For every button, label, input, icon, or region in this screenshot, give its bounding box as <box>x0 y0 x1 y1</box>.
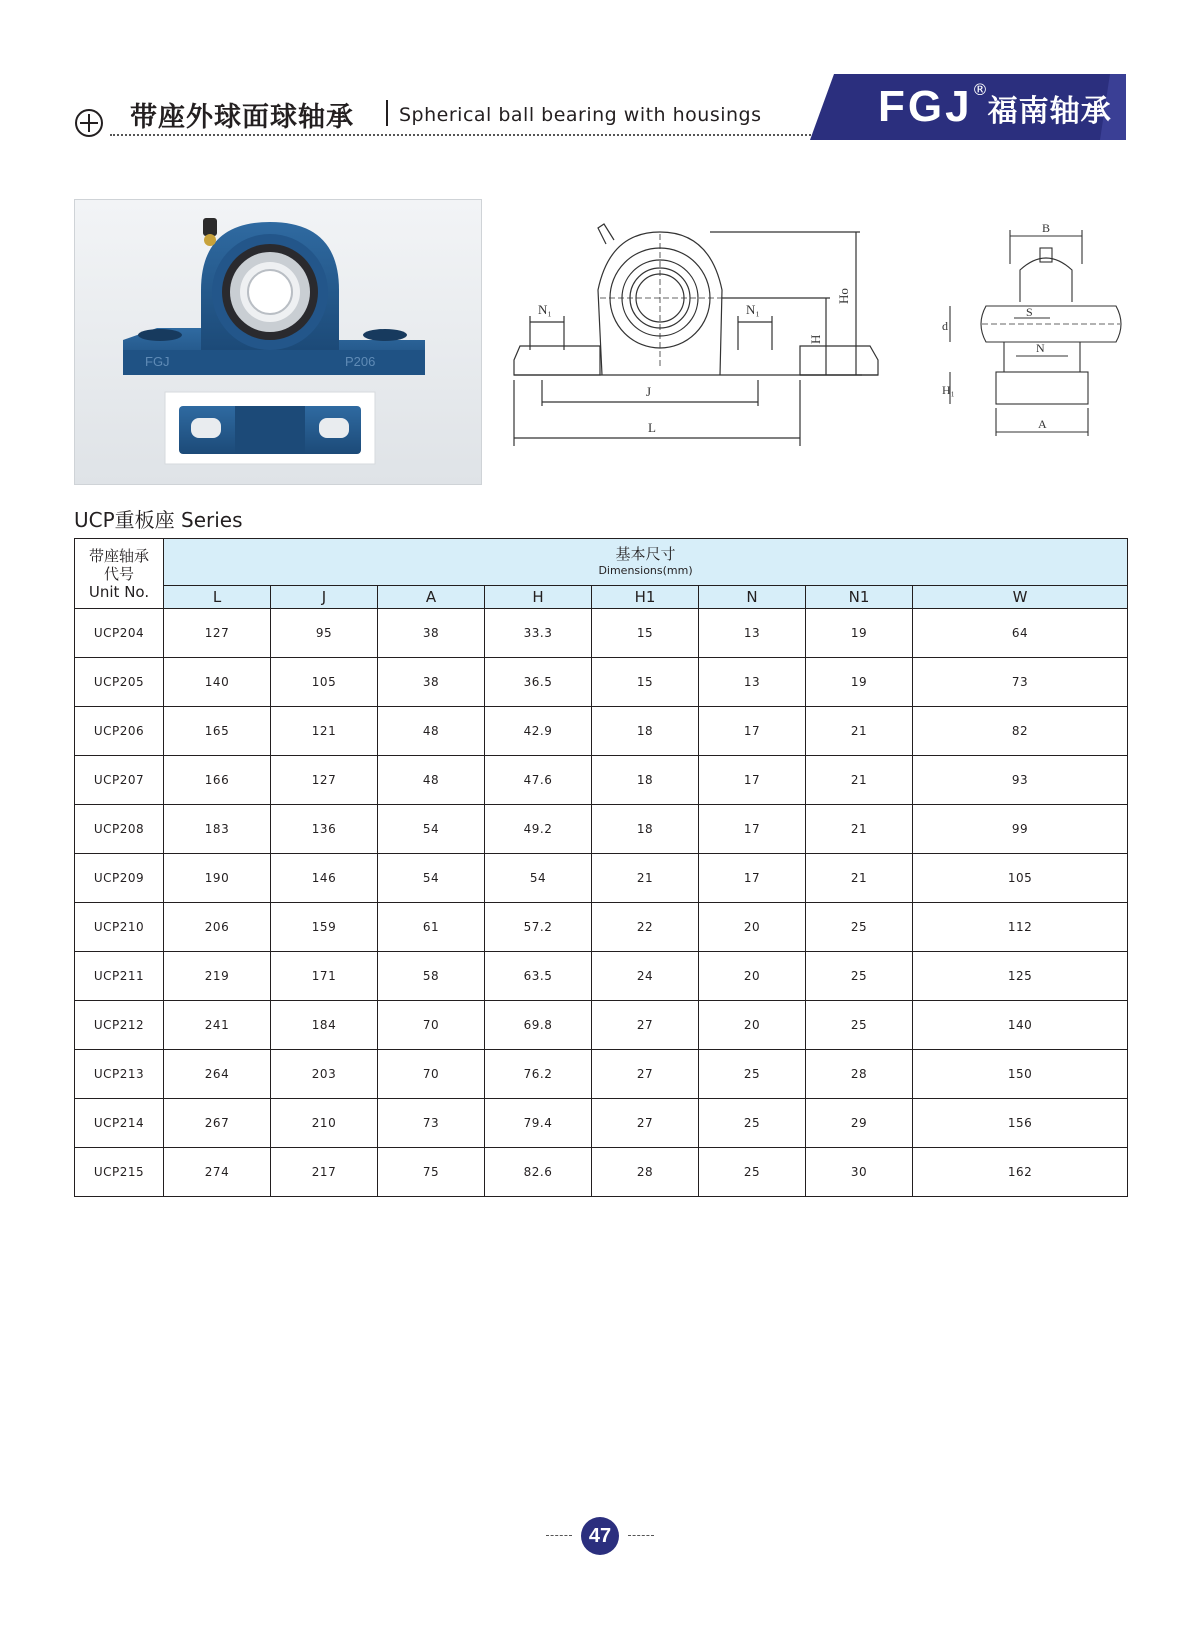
dimension-cell: 171 <box>271 952 378 1001</box>
dimension-cell: 30 <box>806 1148 913 1197</box>
logo-fgj: FGJ <box>878 82 973 131</box>
table-row <box>75 1099 1128 1148</box>
dimension-cell: 112 <box>913 903 1128 952</box>
unit-header-line1: 带座轴承 <box>88 546 149 565</box>
dimension-cell: 274 <box>164 1148 271 1197</box>
column-header-row <box>75 586 1128 609</box>
unit-no-header <box>75 539 164 609</box>
unit-no-cell: UCP209 <box>75 854 164 903</box>
dimension-cell: 27 <box>592 1001 699 1050</box>
dimension-cell: 17 <box>699 854 806 903</box>
dimension-cell: 150 <box>913 1050 1128 1099</box>
dimension-cell: 140 <box>913 1001 1128 1050</box>
unit-no-cell: UCP214 <box>75 1099 164 1148</box>
page-header <box>74 70 1126 142</box>
dimension-cell: 140 <box>164 658 271 707</box>
dimension-cell: 217 <box>271 1148 378 1197</box>
column-header: A <box>378 586 485 609</box>
dimension-cell: 47.6 <box>485 756 592 805</box>
dimension-cell: 20 <box>699 1001 806 1050</box>
dimension-cell: 70 <box>378 1001 485 1050</box>
page-number: 47 <box>581 1517 619 1555</box>
crosshair-plus-icon <box>74 108 104 138</box>
dimension-cell: 18 <box>592 756 699 805</box>
dimension-cell: 28 <box>806 1050 913 1099</box>
dimension-cell: 121 <box>271 707 378 756</box>
unit-no-cell: UCP208 <box>75 805 164 854</box>
unit-no-cell: UCP213 <box>75 1050 164 1099</box>
dimension-cell: 190 <box>164 854 271 903</box>
dimension-cell: 17 <box>699 707 806 756</box>
label-n1-right: N₁ <box>746 302 760 317</box>
dimension-cell: 166 <box>164 756 271 805</box>
dimension-cell: 21 <box>592 854 699 903</box>
dimension-cell: 105 <box>271 658 378 707</box>
dimension-cell: 29 <box>806 1099 913 1148</box>
dimension-cell: 19 <box>806 658 913 707</box>
dimension-cell: 21 <box>806 854 913 903</box>
unit-no-cell: UCP204 <box>75 609 164 658</box>
dimension-cell: 125 <box>913 952 1128 1001</box>
dimension-cell: 76.2 <box>485 1050 592 1099</box>
label-a: A <box>1038 417 1047 431</box>
dimension-cell: 54 <box>485 854 592 903</box>
dimension-cell: 93 <box>913 756 1128 805</box>
dimension-cell: 264 <box>164 1050 271 1099</box>
table-row <box>75 903 1128 952</box>
table-row <box>75 609 1128 658</box>
dimension-cell: 19 <box>806 609 913 658</box>
dimension-cell: 17 <box>699 805 806 854</box>
logo-brand-cn: 福南轴承 <box>987 94 1112 129</box>
dimension-cell: 21 <box>806 756 913 805</box>
unit-no-cell: UCP210 <box>75 903 164 952</box>
table-row <box>75 1001 1128 1050</box>
title-divider <box>386 100 388 126</box>
label-l: L <box>648 420 656 435</box>
dimension-cell: 156 <box>913 1099 1128 1148</box>
header-dotted-rule <box>110 134 870 136</box>
dimension-cell: 18 <box>592 707 699 756</box>
table-row <box>75 952 1128 1001</box>
front-view-drawing <box>510 220 910 472</box>
unit-no-cell: UCP215 <box>75 1148 164 1197</box>
dimension-cell: 27 <box>592 1050 699 1099</box>
dimension-cell: 15 <box>592 658 699 707</box>
unit-header-line3: Unit No. <box>88 582 150 601</box>
dimension-cell: 42.9 <box>485 707 592 756</box>
dimension-cell: 25 <box>806 1001 913 1050</box>
dimension-cell: 25 <box>699 1050 806 1099</box>
dimension-cell: 54 <box>378 805 485 854</box>
dimension-cell: 136 <box>271 805 378 854</box>
column-header: H1 <box>592 586 699 609</box>
unit-no-cell: UCP205 <box>75 658 164 707</box>
dimension-cell: 25 <box>699 1148 806 1197</box>
dimension-cell: 20 <box>699 903 806 952</box>
dimension-cell: 25 <box>699 1099 806 1148</box>
table-row <box>75 854 1128 903</box>
dimension-cell: 28 <box>592 1148 699 1197</box>
dimension-cell: 64 <box>913 609 1128 658</box>
brand-logo <box>810 74 1126 140</box>
table-body <box>75 609 1128 1197</box>
dimension-cell: 82 <box>913 707 1128 756</box>
table-row <box>75 805 1128 854</box>
dimension-cell: 17 <box>699 756 806 805</box>
column-header: H <box>485 586 592 609</box>
dimension-cell: 79.4 <box>485 1099 592 1148</box>
dimensions-header <box>164 539 1128 586</box>
dimension-cell: 95 <box>271 609 378 658</box>
dimension-cell: 203 <box>271 1050 378 1099</box>
dimension-cell: 61 <box>378 903 485 952</box>
column-header: W <box>913 586 1128 609</box>
dimension-cell: 21 <box>806 805 913 854</box>
dimension-cell: 73 <box>913 658 1128 707</box>
footer-dash-right <box>628 1535 654 1536</box>
dimension-cell: 165 <box>164 707 271 756</box>
dimension-cell: 48 <box>378 756 485 805</box>
dimension-cell: 24 <box>592 952 699 1001</box>
dimension-cell: 69.8 <box>485 1001 592 1050</box>
dimension-cell: 82.6 <box>485 1148 592 1197</box>
table-row <box>75 1050 1128 1099</box>
dimension-cell: 18 <box>592 805 699 854</box>
column-header: N1 <box>806 586 913 609</box>
label-h0: Ho <box>836 288 851 304</box>
dimension-cell: 58 <box>378 952 485 1001</box>
dimension-cell: 21 <box>806 707 913 756</box>
dimension-cell: 184 <box>271 1001 378 1050</box>
series-title: UCP重板座 Series <box>74 508 243 532</box>
label-h1: H₁ <box>942 383 955 397</box>
dimension-cell: 36.5 <box>485 658 592 707</box>
dimension-cell: 127 <box>271 756 378 805</box>
dimension-cell: 57.2 <box>485 903 592 952</box>
dimension-cell: 267 <box>164 1099 271 1148</box>
unit-no-cell: UCP206 <box>75 707 164 756</box>
dimensions-header-cn: 基本尺寸 <box>615 544 676 563</box>
label-d: d <box>942 319 948 333</box>
dimension-cell: 105 <box>913 854 1128 903</box>
dimension-cell: 241 <box>164 1001 271 1050</box>
dimension-cell: 127 <box>164 609 271 658</box>
dimensions-table <box>74 538 1128 1197</box>
dimension-cell: 99 <box>913 805 1128 854</box>
dimension-cell: 38 <box>378 658 485 707</box>
column-header: L <box>164 586 271 609</box>
column-header: N <box>699 586 806 609</box>
casting-text-right: P206 <box>345 354 376 369</box>
product-photo <box>74 199 482 485</box>
dimension-cell: 75 <box>378 1148 485 1197</box>
dimensions-header-en: Dimensions(mm) <box>598 563 693 577</box>
pillow-block-bearing-image <box>75 200 481 484</box>
dimension-cell: 49.2 <box>485 805 592 854</box>
dimension-cell: 33.3 <box>485 609 592 658</box>
page-title-cn: 带座外球面球轴承 <box>130 102 354 133</box>
label-b: B <box>1042 222 1051 235</box>
unit-no-cell: UCP207 <box>75 756 164 805</box>
registered-mark-icon: ® <box>972 80 988 99</box>
dimension-cell: 13 <box>699 658 806 707</box>
logo-text <box>878 82 1112 132</box>
casting-text-left: FGJ <box>145 354 170 369</box>
dimension-cell: 63.5 <box>485 952 592 1001</box>
label-h: H <box>808 334 823 344</box>
label-s: S <box>1026 305 1033 319</box>
table-row <box>75 1148 1128 1197</box>
page-footer <box>546 1517 656 1557</box>
dimension-cell: 25 <box>806 952 913 1001</box>
table-row <box>75 756 1128 805</box>
dimension-cell: 48 <box>378 707 485 756</box>
table-row <box>75 658 1128 707</box>
dimension-cell: 22 <box>592 903 699 952</box>
dimension-cell: 70 <box>378 1050 485 1099</box>
table-row <box>75 707 1128 756</box>
page-title-en: Spherical ball bearing with housings <box>399 104 762 126</box>
dimension-cell: 159 <box>271 903 378 952</box>
dimension-cell: 162 <box>913 1148 1128 1197</box>
label-n1-left: N₁ <box>538 302 552 317</box>
label-j: J <box>646 384 652 399</box>
column-header: J <box>271 586 378 609</box>
dimension-cell: 13 <box>699 609 806 658</box>
dimension-cell: 219 <box>164 952 271 1001</box>
unit-header-line2: 代号 <box>103 564 134 583</box>
side-view-drawing <box>940 222 1126 456</box>
footer-dash-left <box>546 1535 572 1536</box>
dimension-cell: 15 <box>592 609 699 658</box>
dimension-cell: 183 <box>164 805 271 854</box>
dimension-cell: 25 <box>806 903 913 952</box>
unit-no-cell: UCP211 <box>75 952 164 1001</box>
label-n: N <box>1036 341 1045 355</box>
dimension-cell: 54 <box>378 854 485 903</box>
dimension-cell: 210 <box>271 1099 378 1148</box>
dimension-cell: 20 <box>699 952 806 1001</box>
dimension-cell: 38 <box>378 609 485 658</box>
dimension-cell: 146 <box>271 854 378 903</box>
dimension-cell: 27 <box>592 1099 699 1148</box>
dimension-cell: 73 <box>378 1099 485 1148</box>
dimension-cell: 206 <box>164 903 271 952</box>
unit-no-cell: UCP212 <box>75 1001 164 1050</box>
